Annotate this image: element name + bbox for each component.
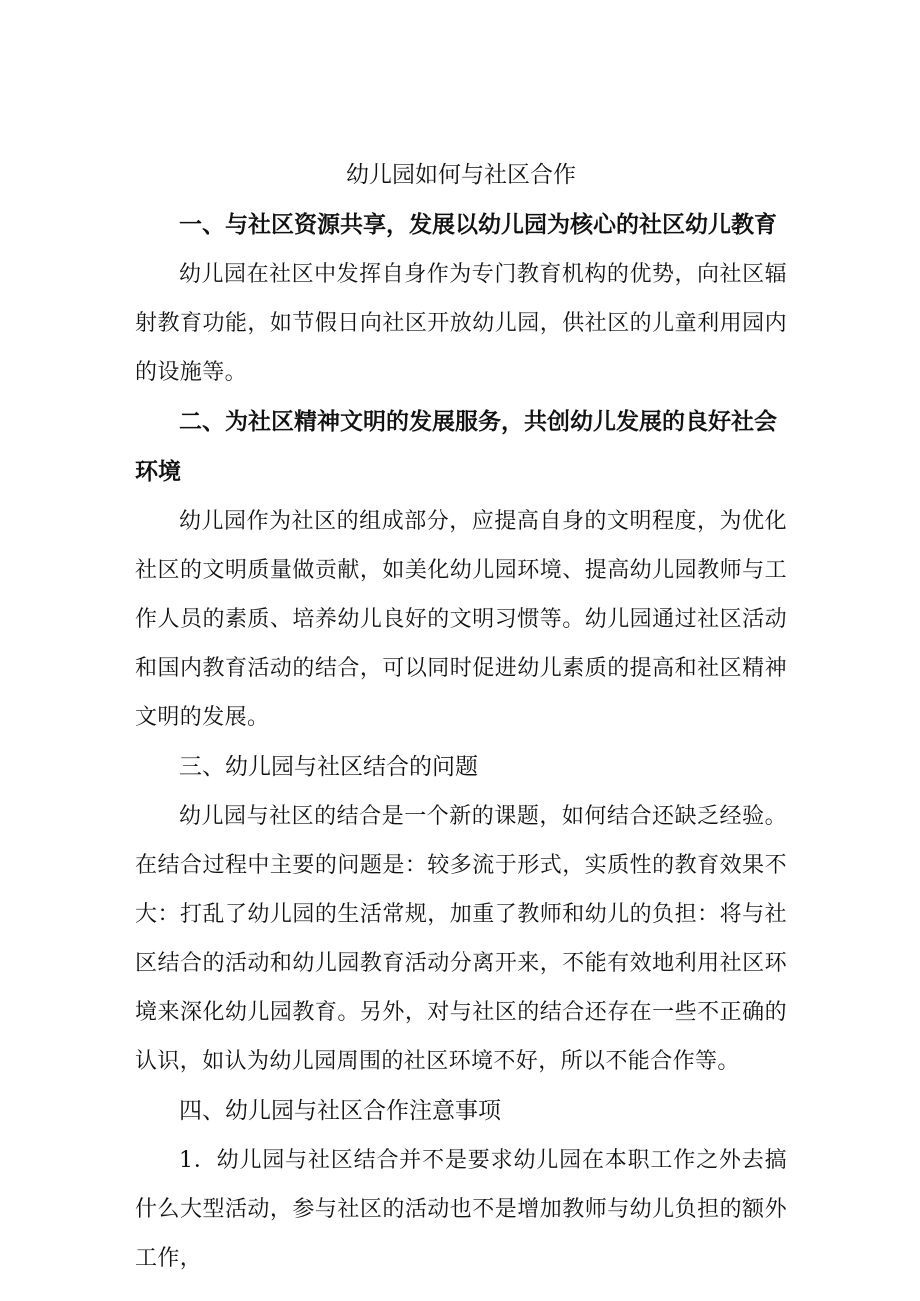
section-2-paragraph: 幼儿园作为社区的组成部分，应提高自身的文明程度，为优化社区的文明质量做贡献，如美化幼儿园环境、提高幼儿园教师与工作人员的素质、培养幼儿良好的文明习惯等。幼儿园通过社区活动和国内教育活动的结合，可以同时促进幼儿素质的提高和社区精神文明的发展。 bbox=[135, 509, 787, 730]
document-page bbox=[135, 150, 787, 1283]
section-4-paragraph: 1．幼儿园与社区结合并不是要求幼儿园在本职工作之外去搞什么大型活动，参与社区的活动也不是增加教师与幼儿负担的额外工作， bbox=[135, 1148, 787, 1271]
section-4-heading: 四、幼儿园与社区合作注意事项 bbox=[179, 1098, 501, 1124]
document-title: 幼儿园如何与社区合作 bbox=[346, 162, 576, 188]
section-3-heading: 三、幼儿园与社区结合的问题 bbox=[179, 754, 478, 780]
section-3-paragraph: 幼儿园与社区的结合是一个新的课题，如何结合还缺乏经验。在结合过程中主要的问题是：较多流于形式，实质性的教育效果不大：打乱了幼儿园的生活常规，加重了教师和幼儿的负担：将与社区结合的活动和幼儿园教育活动分离开来，不能有效地利用社区环境来深化幼儿园教育。另外，对与社区的结合还存在一些不正确的认识，如认为幼儿园周围的社区环境不好，所以不能合作等。 bbox=[135, 804, 787, 1074]
section-1-heading: 一、与社区资源共享，发展以幼儿园为核心的社区幼儿教育 bbox=[179, 212, 777, 238]
section-1-paragraph: 幼儿园在社区中发挥自身作为专门教育机构的优势，向社区辐射教育功能，如节假日向社区开放幼儿园，供社区的儿童利用园内的设施等。 bbox=[135, 262, 787, 385]
section-2-heading: 二、为社区精神文明的发展服务，共创幼儿发展的良好社会环境 bbox=[135, 409, 777, 485]
